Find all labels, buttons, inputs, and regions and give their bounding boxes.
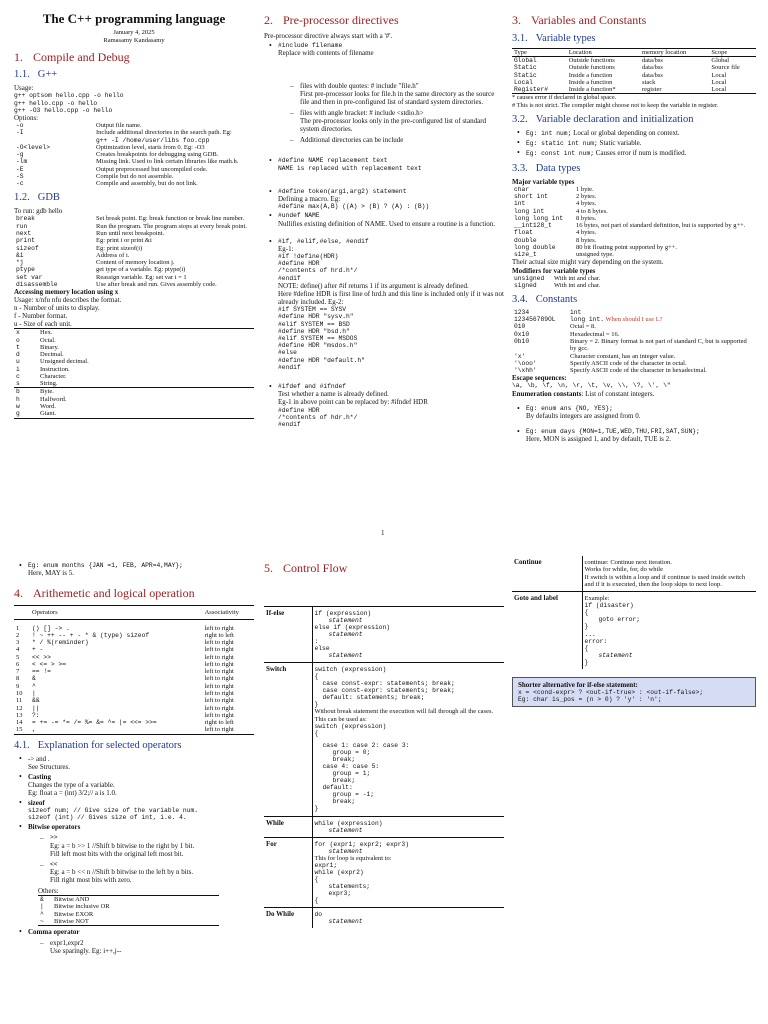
- subsection-gdb: 1.2. GDB: [14, 192, 60, 204]
- table-row: 14 = += -= *= /= %= &= ^= |= <<= >>= right to left: [16, 719, 234, 727]
- col-3: [512, 12, 756, 527]
- table-row: &i Address of i.: [16, 251, 130, 259]
- gdb-table: [14, 215, 254, 288]
- dt-note: Their actual size might vary depending on the system.: [512, 258, 664, 267]
- list-item: • Eg: int num; Local or global depending on context.: [512, 129, 756, 137]
- vt-note: * causes error if declared in global space.: [512, 94, 617, 102]
- list-item: • Bitwise operators – >> Eg: a = b >> 1 //Shift b bitwise to the right by 1 bit. Fill left most bits with the original left most bit. – << Eg: a = b << n //Shift b bitwise to the left by n bits. Fill right most bits with zero. Others: & Bitwise AND | Bitwise inclusive OR ^ Bitwise EXOR ~ Bitwise NOT: [14, 823, 254, 926]
- table-row: g++ -I /home/user/libs foo.cpp: [96, 136, 210, 144]
- table-row: disassemble Use after break and run. Gives assembly code.: [16, 280, 217, 288]
- escape-sequences: \a, \b, \f, \n, \r, \t, \v, \\, \?, \', \": [512, 382, 671, 390]
- page-number: 1: [381, 529, 385, 537]
- table-row: h Halfword.: [16, 395, 67, 403]
- table-row: 9 ^ left to right: [16, 682, 234, 690]
- table-row: set var Reassign variable. Eg: set var i = 1: [16, 273, 187, 281]
- table-row: Type Location memory location Scope: [512, 48, 756, 56]
- table-row: char 1 byte.: [514, 185, 594, 193]
- table-row: Continue continue: Continue next iteration. Works for while, for, do while If switch is within a loop and if continue is used inside switch and if it is executed, then the loop skips to next loop.: [512, 556, 756, 592]
- shorter-alternative-box: Shorter alternative for if-else statement: x = <cond-expr> ? <out-if-true> : <out-if-false>; Eg: char is_pos = (n > 0) ? 'y' : 'n';: [512, 677, 756, 708]
- table-row: signed With int and char.: [514, 281, 601, 289]
- p2-col-2: [264, 556, 504, 1024]
- table-row: long long int 8 bytes.: [514, 214, 597, 222]
- table-row: 15 , left to right: [14, 726, 254, 734]
- table-row: s String.: [16, 380, 58, 388]
- table-row: size_t unsigned type.: [514, 251, 614, 259]
- section-preprocessor: 2. Pre-processor directives: [264, 13, 399, 27]
- table-row: long double 80 bit floating point supported by g++.: [514, 243, 678, 251]
- table-row: Switch switch (expression) { case const-expr: statements; break; case const-expr: statements; break; default: statements; break; } Without break statement the execution will fall through all the cases. This can be used as: switch (expression) { case 1: case 2: case 3: group = 0; break; case 4: case 5: group = 1; break; default: group = -1; break; }: [264, 663, 504, 816]
- table-row: g Giant.: [14, 410, 254, 418]
- list-item: • #define NAME replacement text NAME is replaced with replacement text: [264, 157, 504, 171]
- table-row: -S Compile but do not assemble.: [16, 172, 174, 180]
- enum-line: Enumeration constants: List of constant integers.: [512, 389, 655, 398]
- table-row: 10 | left to right: [16, 689, 234, 697]
- col-1: [14, 12, 254, 527]
- list-item: • Eg: enum days {MON=1,TUE,WED,THU,FRI,SAT,SUN}; Here, MON is assigned 1, and by default, TUE is 2.: [512, 428, 756, 443]
- gdb-torun: To run: gdb hello: [14, 207, 63, 216]
- subsection-gpp: 1.1. G++: [14, 69, 58, 81]
- table-row: t Binary.: [16, 343, 59, 351]
- table-row: 4 + - left to right: [16, 646, 234, 654]
- table-row: double 8 bytes.: [514, 236, 597, 244]
- constants-table: [512, 309, 756, 374]
- doc-author: Ramasamy Kandasamy: [103, 36, 165, 44]
- table-row: -lm Missing link. Used to link certain libraries like math.h.: [16, 158, 239, 166]
- table-row: 1234 int: [514, 309, 582, 317]
- table-row: *j Content of memory location j.: [16, 259, 175, 267]
- col-2: [264, 12, 504, 527]
- subsection-declaration: 3.2. Variable declaration and initialization: [512, 113, 694, 125]
- p2-col-3: [512, 556, 756, 1024]
- table-row: 010 Octal = 8.: [514, 323, 596, 331]
- table-row: w Word.: [16, 403, 56, 411]
- table-row: 0x10 Hexadecimal = 16.: [514, 330, 620, 338]
- table-row: Goto and label Example: if (disaster) { goto error; } ... error: { statement }: [512, 592, 756, 669]
- table-row: '\ooo' Specify ASCII code of the character in octal.: [514, 359, 687, 367]
- table-row: 8 & left to right: [16, 675, 234, 683]
- list-item: • Eg: enum months {JAN =1, FEB, APR=4,MAY}; Here, MAY is 5.: [14, 562, 254, 577]
- control-flow-table: [264, 606, 504, 929]
- list-item: • sizeof sizeof num; // Give size of the variable num. sizeof (int) // Gives size of int, i.e. 4.: [14, 799, 254, 822]
- table-row: u Unsigned decimal.: [16, 358, 89, 366]
- table-row: b Byte.: [14, 388, 254, 396]
- table-row: 7 == != left to right: [16, 668, 234, 676]
- table-row: -c Compile and assembly, but do not link.: [16, 180, 198, 188]
- table-row: -g Creates breakpoints for debugging using GDB.: [16, 151, 219, 159]
- table-row: i Instruction.: [16, 365, 70, 373]
- table-row: __int128_t 16 bytes, not part of standard definition, but is supported by g++.: [514, 222, 746, 230]
- access-line: u - Size of each unit.: [14, 320, 72, 329]
- table-row: next Run until next breakpoint.: [16, 230, 165, 237]
- table-row: d Decimal.: [16, 351, 64, 359]
- vt-note: # This is not strict. The compiler might choose not to keep the variable in register.: [512, 101, 719, 109]
- table-row: 0b10 Binary = 2. Binary format is not part of standard C, but is supported by gcc.: [514, 337, 747, 353]
- table-row: Local Inside a function stack Local: [514, 78, 727, 86]
- p2-col-1: [14, 560, 254, 1022]
- table-row: break Set break point. Eg: break function or break line number.: [16, 215, 245, 223]
- section-variables: 3. Variables and Constants: [512, 13, 647, 27]
- table-row: run Run the program. The program stops at every break point.: [16, 222, 247, 230]
- table-row: Static Inside a function data/bss Local: [514, 71, 727, 79]
- usage-line: g++ -O3 hello.cpp -o hello: [14, 106, 113, 114]
- escape-label: Escape sequences:: [512, 374, 567, 383]
- subsection-variable-types: 3.1. Variable types: [512, 32, 596, 44]
- list-item: • #define token(arg1,arg2) statement Defining a macro. Eg: #define max(A,B) ((A) > (B) ? (A) : (B)): [264, 188, 504, 211]
- table-row: 11 && left to right: [16, 697, 234, 705]
- subsection-explanation: 4.1. Explanation for selected operators: [14, 739, 182, 751]
- modifiers-table: [512, 275, 756, 290]
- doc-date: January 4, 2025: [113, 28, 155, 36]
- list-item: • Eg: enum ans {NO, YES}; By defaults integers are assigned from 0.: [512, 405, 756, 420]
- access-line: n - Number of units to display.: [14, 304, 100, 313]
- table-row: ptype get type of a variable. Eg: ptype(i): [16, 266, 186, 274]
- subsection-data-types: 3.3. Data types: [512, 162, 581, 174]
- table-row: long int 4 to 8 bytes.: [514, 207, 608, 215]
- table-row: o Octal.: [16, 336, 56, 344]
- access-line: f - Number format.: [14, 312, 68, 321]
- data-types-table: [512, 186, 756, 259]
- options-label: Options:: [14, 114, 39, 123]
- usage-label: Usage:: [14, 84, 34, 93]
- table-row: 3 * / %(reminder) left to right: [16, 639, 234, 647]
- table-row: short int 2 bytes.: [514, 193, 597, 201]
- table-row: c Character.: [16, 372, 67, 380]
- access-title: Accessing memory location using x: [14, 288, 119, 297]
- table-row: Do While do statement: [264, 908, 504, 929]
- table-row: Static Outside functions data/bss Source file: [514, 64, 740, 72]
- section-compile-debug: 1. Compile and Debug: [14, 49, 130, 64]
- table-row: If-else if (expression) statement else if (expression) statement : else statement: [264, 606, 504, 662]
- table-row: 2 ! ~ ++ -- + - * & (type) sizeof right to left: [16, 631, 234, 639]
- table-row: For for (expr1; expr2; expr3) statement This for loop is equivalent to: expr1; while (expr2) { statements; expr3; {: [264, 837, 504, 908]
- usage-line: g++ optsom hello.cpp -o hello: [14, 92, 124, 100]
- list-item: • Eg: const int num; Causes error if num is modified.: [512, 149, 756, 157]
- table-row: 123456789OL long int. When should I use L?: [514, 316, 663, 324]
- section-arithmetic: 4. Arithemetic and logical operation: [14, 586, 195, 601]
- table-row: 12 || left to right: [16, 704, 234, 712]
- table-row: Register# Inside a function* register Local: [512, 86, 756, 94]
- table-row: 'x' Character constant, has an integer value.: [514, 352, 676, 360]
- modifiers-title: Modifiers for variable types: [512, 266, 596, 275]
- table-row: '\xhh' Specify ASCII code of the character in hexadecimal.: [514, 367, 707, 375]
- table-row: float 4 bytes.: [514, 229, 597, 237]
- list-item: • #ifdef and #ifndef Test whether a name is already defined. Eg-1 in above point can be replaced by: #ifndef HDR #define HDR /*contents of hdr.h*/ #endif: [264, 383, 504, 428]
- table-row: -O<level> Optimization level, starts from 0. Eg: -O3: [16, 143, 205, 151]
- other-ops-table: [38, 895, 219, 926]
- table-row: | Bitwise inclusive OR: [40, 903, 110, 911]
- pp-intro: Pre-processor directive always start with a '#'.: [264, 31, 393, 40]
- doc-title: The C++ programming language: [42, 12, 226, 26]
- table-row: sizeof Eg: print sizeof(i): [16, 244, 143, 252]
- list-item: • Casting Changes the type of a variable. Eg: float a = (int) 3/2;// a is 1.0.: [14, 773, 254, 797]
- control-flow-table-2: [512, 556, 756, 669]
- table-row: & Bitwise AND: [38, 896, 219, 904]
- major-types-title: Major variable types: [512, 177, 575, 186]
- list-item: • Comma operator – expr1,expr2 Use sparingly. Eg: i++,j--: [14, 928, 254, 955]
- subsection-constants: 3.4. Constants: [512, 294, 578, 306]
- table-row: int 4 bytes.: [514, 200, 597, 208]
- section-control-flow: 5. Control Flow: [264, 561, 348, 575]
- format-table: [14, 328, 254, 418]
- table-row: While while (expression) statement: [264, 816, 504, 837]
- usage-line: g++ hello.cpp -o hello: [14, 99, 98, 107]
- table-row: -o Output file name.: [16, 122, 142, 130]
- table-row: Global Outside functions data/bss Global: [514, 57, 730, 65]
- table-row: -E Output preprocessed but uncompiled code.: [16, 165, 208, 173]
- variable-types-table: [512, 48, 756, 95]
- list-item: • #if, #elif,#else, #endif Eg-1: #if !define(HDR) #define HDR /*contents of hrd.h*/ #endif NOTE: define() after #if returns 1 if its argument is already defined. Here #define HDR is first line of hrd.h and this line is included only if it was not already included. Eg-2: #if SYSTEM == SYSV #define HDR "sysv.h" #elif SYSTEM == BSD #define HDR "bsd.h" #elif SYSTEM == MSDOS #define HDR "msdos.h" #else #define HDR "default.h" #endif: [264, 238, 504, 371]
- list-item: • #include filename Replace with contents of filename – files with double quotes: # include "file.h" First pre-processor looks for file.h in the same directory as the source file and then in pre-configured list of standard system directories. – files with angle bracket: # include <stdio.h> The pre-processor looks only in the pre-configured list of standard system directories. – Additional directories can be include: [264, 42, 504, 145]
- table-row: 5 << >> left to right: [16, 653, 234, 661]
- table-row: 1 () [] -> . left to right: [16, 624, 234, 632]
- options-table: [14, 122, 254, 187]
- list-item: • #undef NAME Nullifies existing definition of NAME. Used to ensure a routine is a function.: [264, 212, 504, 227]
- operators-table: [14, 605, 254, 734]
- list-item: • -> and . See Structures.: [14, 755, 254, 771]
- table-row: unsigned With int and char.: [514, 274, 601, 282]
- when-use-l: When should I use L?: [605, 316, 663, 324]
- table-row: Operators Associativity: [14, 606, 254, 620]
- table-row: ^ Bitwise EXOR: [40, 910, 94, 918]
- table-row: ~ Bitwise NOT: [38, 918, 219, 926]
- list-item: • Eg: static int num; Static variable.: [512, 139, 756, 147]
- table-row: x Hex.: [14, 329, 254, 337]
- table-row: print Eg: print i or print &i: [16, 237, 152, 245]
- table-row: -I Include additional directories in the search path. Eg:: [16, 129, 232, 137]
- table-row: 6 < <= > >= left to right: [16, 660, 234, 668]
- table-row: 13 ?: left to right: [16, 711, 234, 719]
- access-line: Usage: x/nfu nfu describes the format.: [14, 296, 122, 305]
